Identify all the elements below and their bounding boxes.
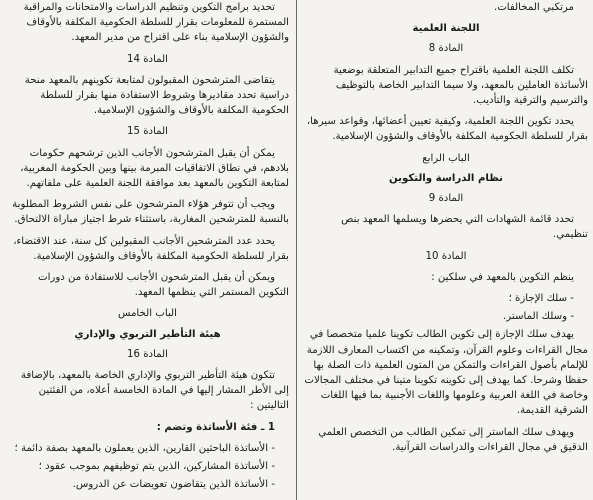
column-divider — [296, 0, 297, 500]
paragraph: تحدد قائمة الشهادات التي يحضرها ويسلمها المعهد بنص تنظيمي. — [341, 214, 588, 241]
paragraph: تكلف اللجنة العلمية باقتراح جميع التدابير المتعلقة بوضعية الأساتذة العاملين بالمعهد، ولا سيما التدابير الخاصة بالتوظيف والترسيم والترقية والتأديب. — [333, 64, 588, 107]
paragraph: ينظم التكوين بالمعهد في سلكين : — [431, 271, 574, 283]
list-item: - وسلك الماستر. — [503, 311, 574, 323]
list-item: - الأساتذة المشاركين، الذين يتم توظيفهم بموجب عقود ؛ — [38, 461, 275, 473]
paragraph: يحدد تكوين اللجنة العلمية، وكيفية تعيين أعضائها، وقواعد سيرها، بقرار للسلطة الحكومية المكلفة بالأوقاف والشؤون الإسلامية. — [306, 116, 588, 143]
paragraph: ويهدف سلك الماستر إلى تمكين الطالب من التخصص العلمي الدقيق في مجال القراءات والدراسات القرآنية. — [318, 426, 588, 453]
paragraph: يمكن أن يقبل المترشحون الأجانب الذين ترشحهم حكومات بلادهم، في نطاق الاتفاقيات المبرمة بينها وبين الحكومة المغربية، لمتابعة التكوين بالمعهد بعد موافقة اللجنة العلمية على ملفاتهم. — [20, 147, 289, 190]
paragraph: يحدد عدد المترشحين الأجانب المقبولين كل سنة، عند الاقتضاء، بقرار للسلطة الحكومية المكلفة بالأوقاف والشؤون الإسلامية. — [13, 235, 289, 262]
chapter-heading: الباب الرابع — [422, 152, 470, 164]
category-heading: 1 ـ فئة الأساتذة وتضم : — [156, 421, 275, 433]
article-heading: المادة 8 — [428, 43, 464, 55]
right-column — [304, 0, 588, 500]
list-item: - الأساتذة الباحثين القارين، الذين يعملون بالمعهد بصفة دائمة ؛ — [14, 442, 275, 454]
chapter-title: نظام الدراسة والتكوين — [388, 172, 503, 184]
paragraph: ويجب أن تتوفر هؤلاء المترشحون على نفس الشروط المطلوبة بالنسبة للمترشحين المغاربة، باستثناء شرط اجتياز مباراة الالتحاق. — [12, 199, 289, 226]
article-heading: المادة 15 — [126, 126, 168, 138]
article-heading: المادة 16 — [126, 348, 168, 360]
chapter-heading: الباب الخامس — [117, 308, 177, 320]
paragraph: يتقاضى المترشحون المقبولون لمتابعة تكوينهم بالمعهد منحة دراسية تحدد مقاديرها وشروط الاستفادة منها بقرار للسلطة الحكومية المكلفة بالأوقاف والشؤون الإسلامية. — [24, 74, 289, 117]
article-heading: المادة 14 — [126, 53, 168, 65]
chapter-title: هيئة التأطير التربوي والإداري — [74, 328, 221, 340]
paragraph: تحديد برامج التكوين وتنظيم الدراسات والامتحانات والمراقبة المستمرة للمعلومات بقرار للسلطة الحكومية المكلفة بالأوقاف والشؤون الإسلامية بناء على اقتراح من مدير المعهد. — [23, 2, 289, 44]
paragraph: ويمكن أن يقبل المترشحون الأجانب للاستفادة من دورات التكوين المستمر التي ينظمها المعهد. — [38, 272, 289, 299]
article-heading: المادة 10 — [425, 250, 467, 262]
list-item: - الأساتذة الذين يتقاضون تعويضات عن الدروس. — [72, 479, 275, 491]
left-column — [6, 0, 289, 500]
paragraph: تتكون هيئة التأطير التربوي والإداري الخاصة بالمعهد، بالإضافة إلى الأطر المشار إليها في المادة الخامسة أعلاه، من الفئتين التاليتين : — [20, 370, 289, 412]
paragraph: مرتكبي المخالفات. — [493, 2, 574, 13]
article-heading: المادة 9 — [428, 193, 464, 205]
list-item: - سلك الإجازة ؛ — [508, 293, 574, 305]
section-heading: اللجنة العلمية — [412, 23, 480, 35]
paragraph: يهدف سلك الإجازة إلى تكوين الطالب تكوينا علميا متخصصا في مجال القراءات وعلوم القرآن، وتمكينه من اكتساب المعارف اللازمة للإلمام بأصول القراءات والتمكن من المتون العلمية ذات الصلة بها حفظا وشرحا. كما يهدف إلى تكوينه تكوينا متينا في مختلف المجالات وخاصة في اللغة العربية وعلومها واللغات الأجنبية بما فيها اللغات الشرقية القديمة. — [304, 329, 588, 417]
